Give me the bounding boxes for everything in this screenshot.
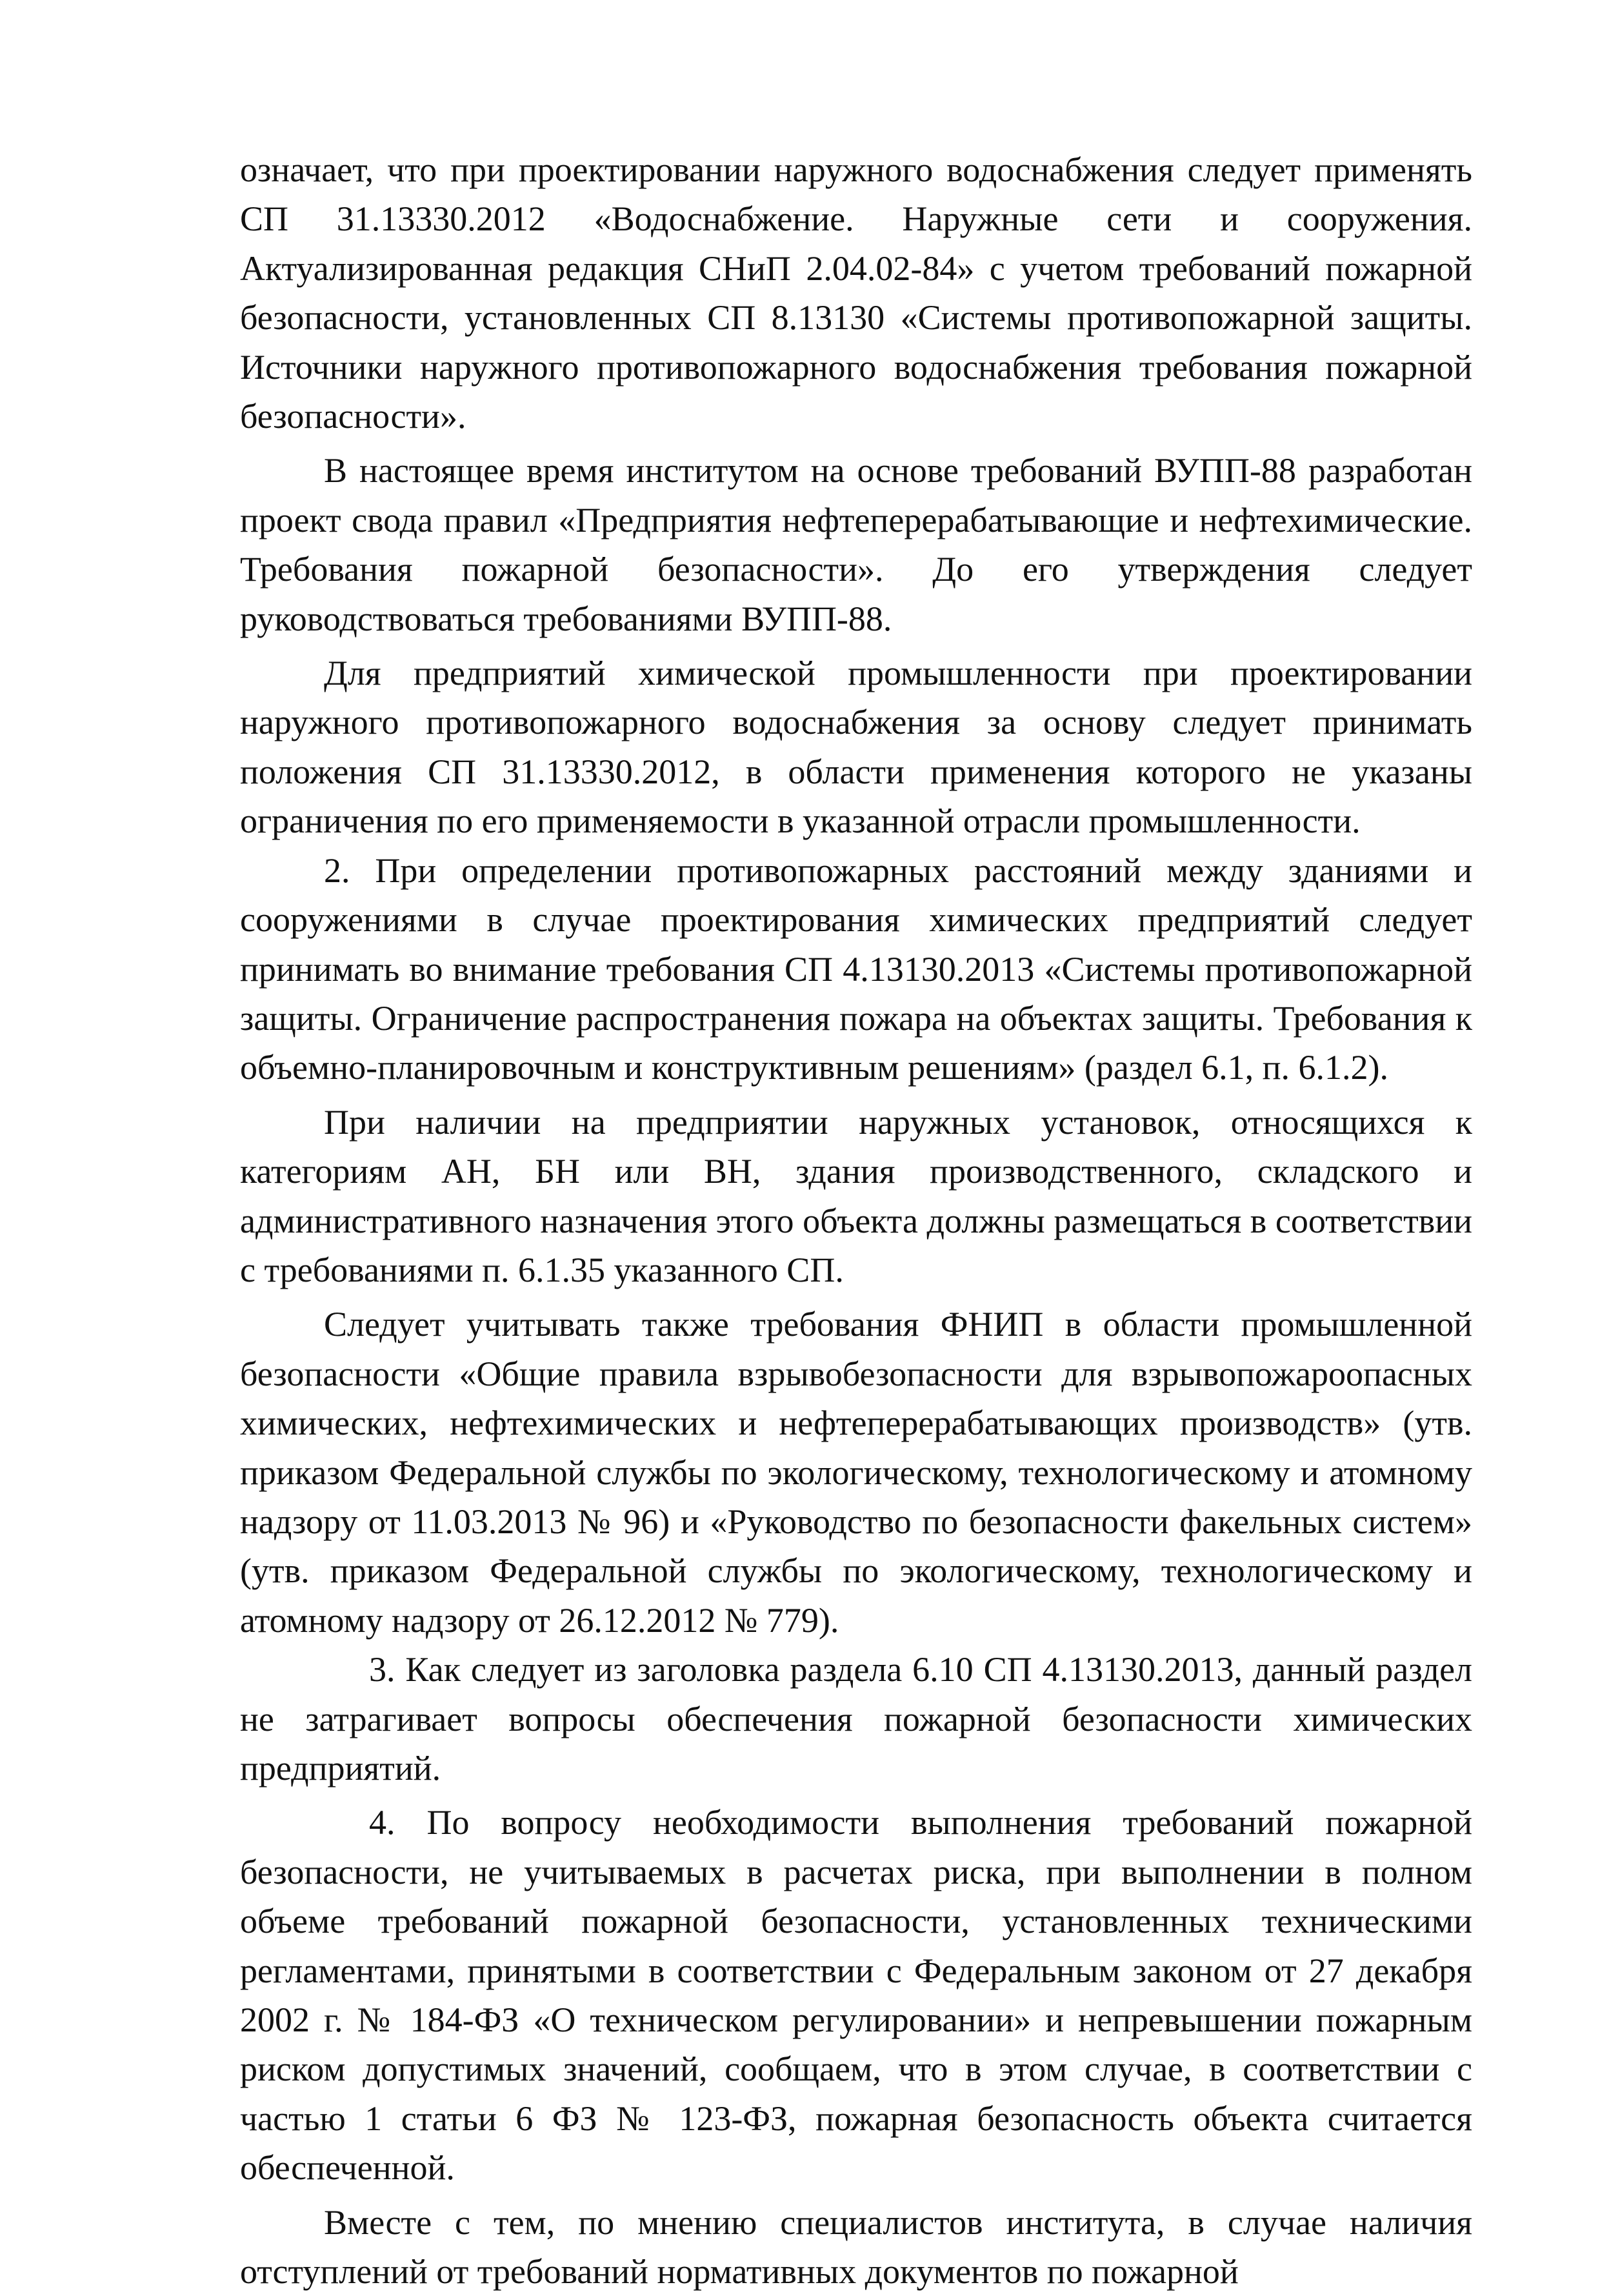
- paragraph-item-3: 3. Как следует из заголовка раздела 6.10 СП 4.13130.2013, данный раздел не затрагивает вопросы обеспечения пожарной безопасности химических предприятий.: [240, 1650, 1472, 1787]
- paragraph-vupp-88: В настоящее время институтом на основе требований ВУПП-88 разработан проект свода правил «Предприятия нефтеперерабатывающие и нефтехимические. Требования пожарной безопасности». До его утверждения следует руководствоваться требованиями ВУПП-88.: [240, 451, 1472, 638]
- paragraph-fnip: Следует учитывать также требования ФНИП в области промышленной безопасности «Общие правила взрывобезопасности для взрывопожароопасных химических, нефтехимических и нефтеперерабатывающих производств» (утв. приказом Федеральной службы по экологическому, технологическому и атомному надзору от 11.03.2013 № 96) и «Руководство по безопасности факельных систем» (утв. приказом Федеральной службы по экологическому, технологическому и атомному надзору от 26.12.2012 № 779).: [240, 1305, 1472, 1640]
- document-page: [240, 145, 1472, 2296]
- paragraph-outdoor-installations: При наличии на предприятии наружных установок, относящихся к категориям АН, БН или ВН, здания производственного, складского и административного назначения этого объекта должны размещаться в соответствии с требованиями п. 6.1.35 указанного СП.: [240, 1102, 1472, 1289]
- paragraph-deviations: Вместе с тем, по мнению специалистов института, в случае наличия отступлений от требований нормативных документов по пожарной: [240, 2202, 1472, 2291]
- paragraph-water-supply: означает, что при проектировании наружного водоснабжения следует применять СП 31.13330.2012 «Водоснабжение. Наружные сети и сооружения. Актуализированная редакция СНиП 2.04.02-84» с учетом требований пожарной безопасности, установленных СП 8.13130 «Системы противопожарной защиты. Источники наружного противопожарного водоснабжения требования пожарной безопасности».: [240, 150, 1472, 436]
- paragraph-item-2: 2. При определении противопожарных расстояний между зданиями и сооружениями в случае проектирования химических предприятий следует принимать во внимание требования СП 4.13130.2013 «Системы противопожарной защиты. Ограничение распространения пожара на объектах защиты. Требования к объемно-планировочным и конструктивным решениям» (раздел 6.1, п. 6.1.2).: [240, 851, 1472, 1087]
- paragraph-item-4: 4. По вопросу необходимости выполнения требований пожарной безопасности, не учитываемых в расчетах риска, при выполнении в полном объеме требований пожарной безопасности, установленных техническими регламентами, принятыми в соответствии с Федеральным законом от 27 декабря 2002 г. № 184-ФЗ «О техническом регулировании» и непревышении пожарным риском допустимых значений, сообщаем, что в этом случае, в соответствии с частью 1 статьи 6 ФЗ № 123-ФЗ, пожарная безопасность объекта считается обеспеченной.: [240, 1803, 1472, 2188]
- paragraph-chemical-industry: Для предприятий химической промышленности при проектировании наружного противопожарного водоснабжения за основу следует принимать положения СП 31.13330.2012, в области применения которого не указаны ограничения по его применяемости в указанной отрасли промышленности.: [240, 654, 1472, 841]
